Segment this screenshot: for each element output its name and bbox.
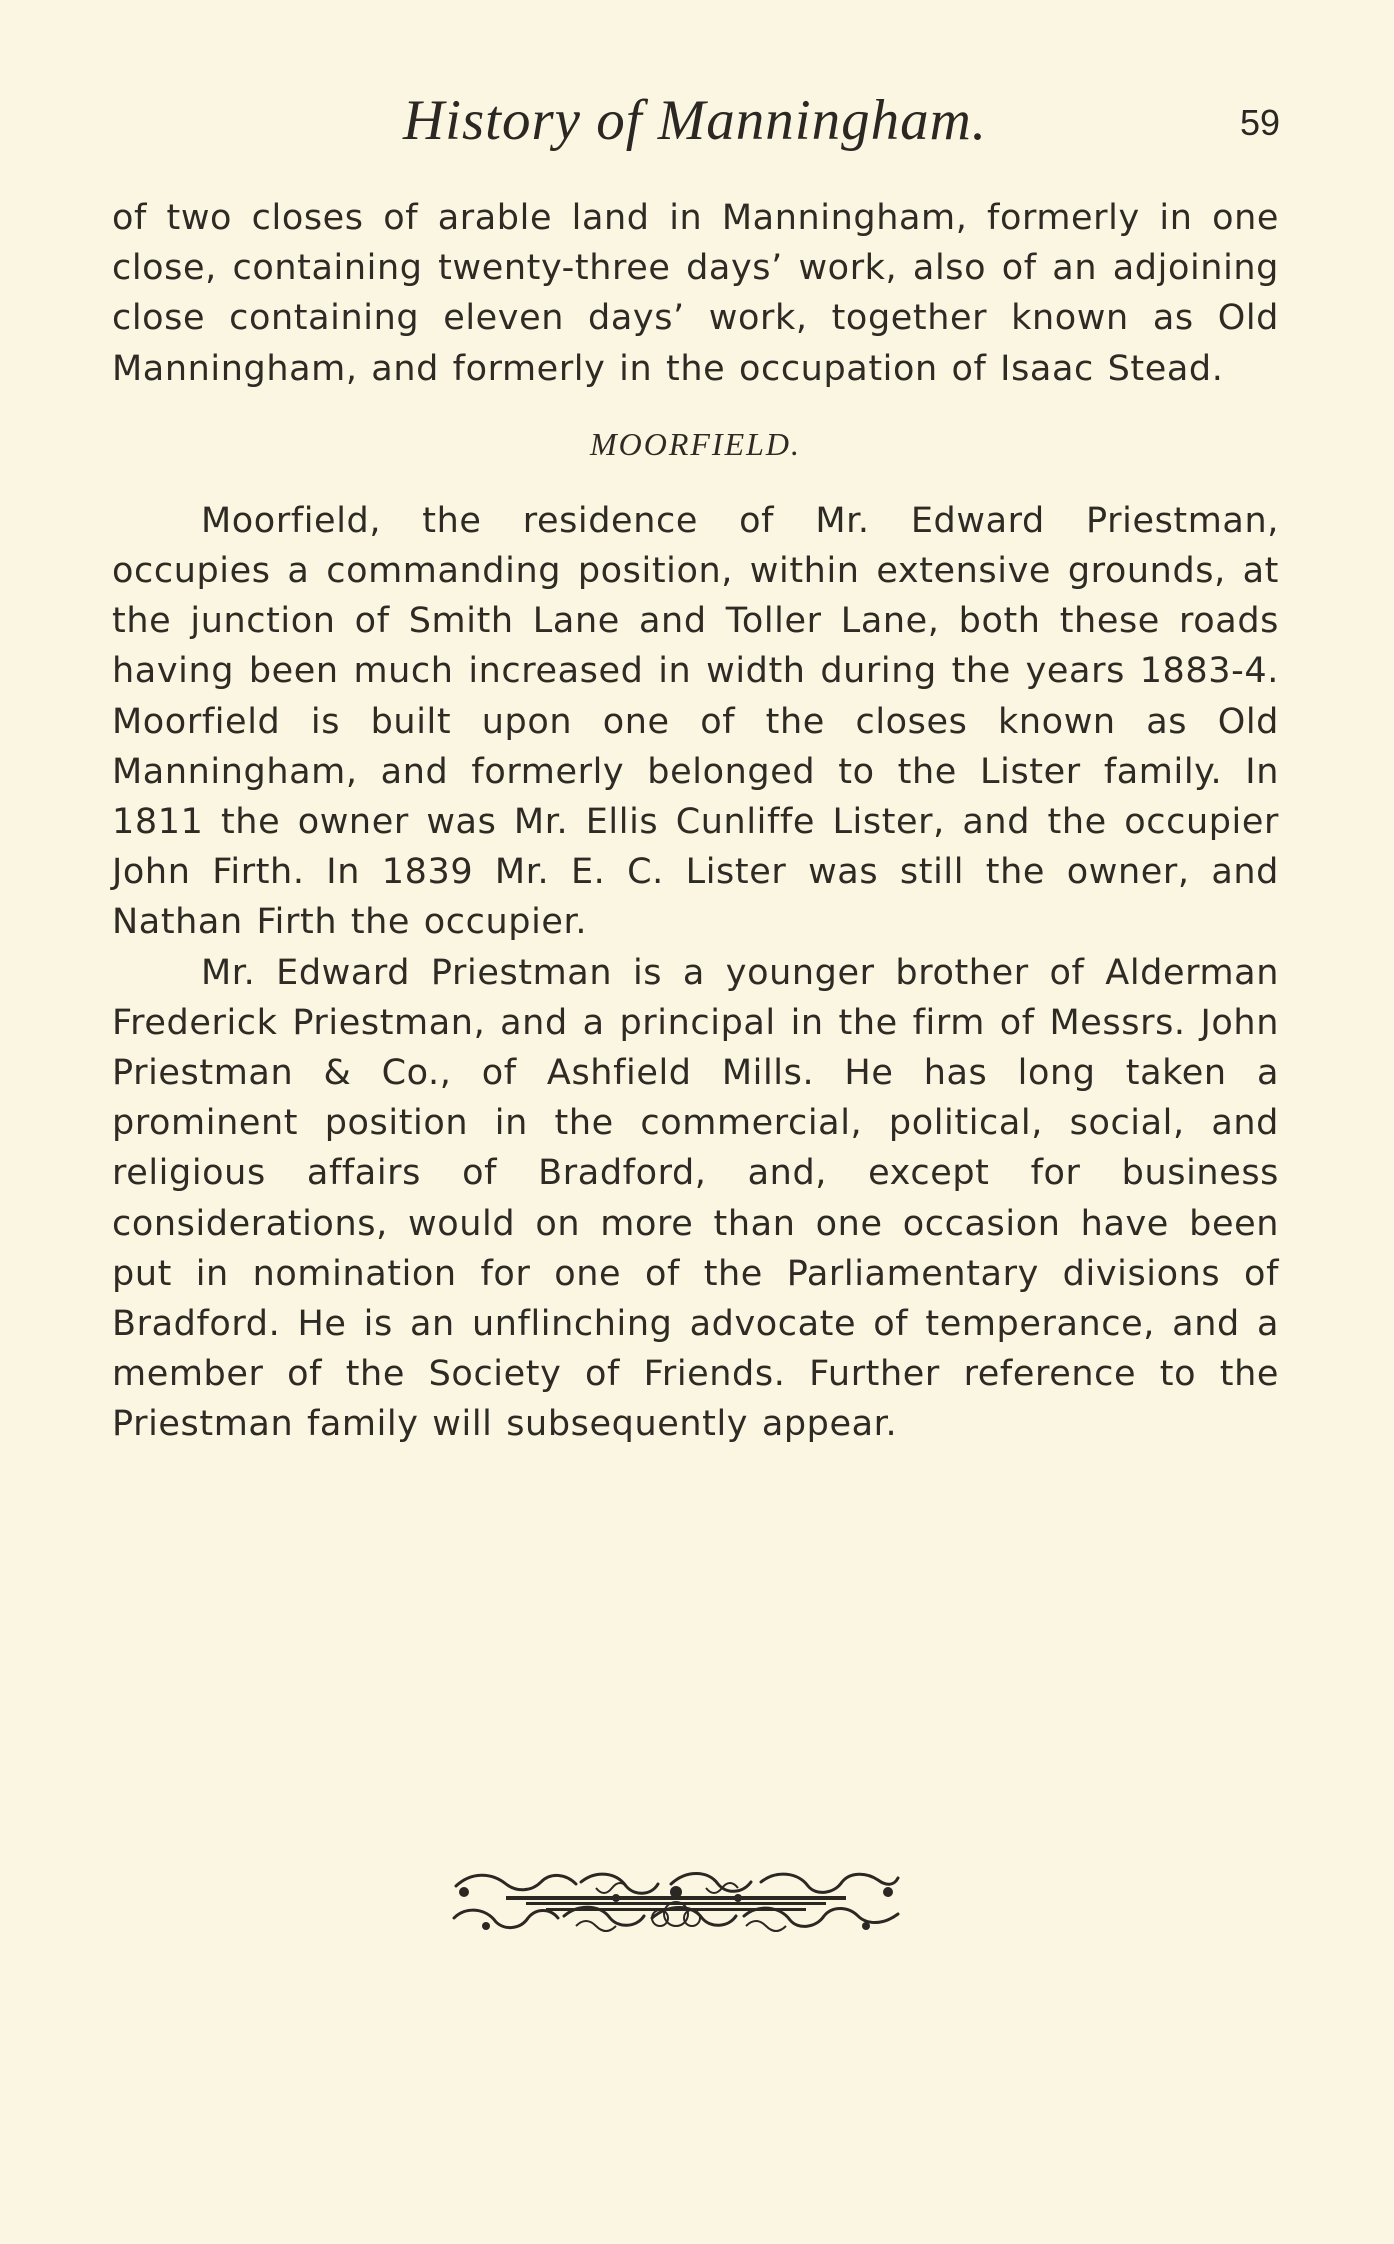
page-number: 59 xyxy=(1239,102,1280,143)
paragraph-moorfield: Moorfield, the residence of Mr. Edward Priestman, occupies a commanding position, within extensive grounds, at the junction of Smith Lane and Toller Lane, both these roads having been much increased in width during the years 1883-4. Moorfield is built upon one of the closes known as Old Manningham, and formerly belonged to the Lister family. In 1811 the owner was Mr. Ellis Cunliffe Lister, and the occupier John Firth. In 1839 Mr. E. C. Lister was still the owner, and Nathan Firth the occupier. xyxy=(112,500,1279,943)
paragraph-continued: of two closes of arable land in Manningham, formerly in one close, containing twenty-three days’ work, also of an adjoining close containing eleven days’ work, together known as Old Manningham, and formerly in the occupation of Isaac Stead. xyxy=(112,198,1279,389)
running-title: History of Manningham. xyxy=(402,89,988,152)
section-heading: MOORFIELD. xyxy=(589,425,802,462)
body-text xyxy=(112,193,1279,1450)
running-head xyxy=(110,88,1280,158)
paragraph-priestman: Mr. Edward Priestman is a younger brother of Alderman Frederick Priestman, and a principal in the firm of Messrs. John Priestman & Co., of Ashfield Mills. He has long taken a prominent position in the commercial, political, social, and religious affairs of Bradford, and, except for business considerations, would on more than one occasion have been put in nomination for one of the Parliamentary divisions of Bradford. He is an unflinching advocate of temperance, and a member of the Society of Friends. Further reference to the Priestman family will subsequently appear. xyxy=(112,952,1279,1445)
tailpiece-ornament-icon xyxy=(446,1868,906,1936)
